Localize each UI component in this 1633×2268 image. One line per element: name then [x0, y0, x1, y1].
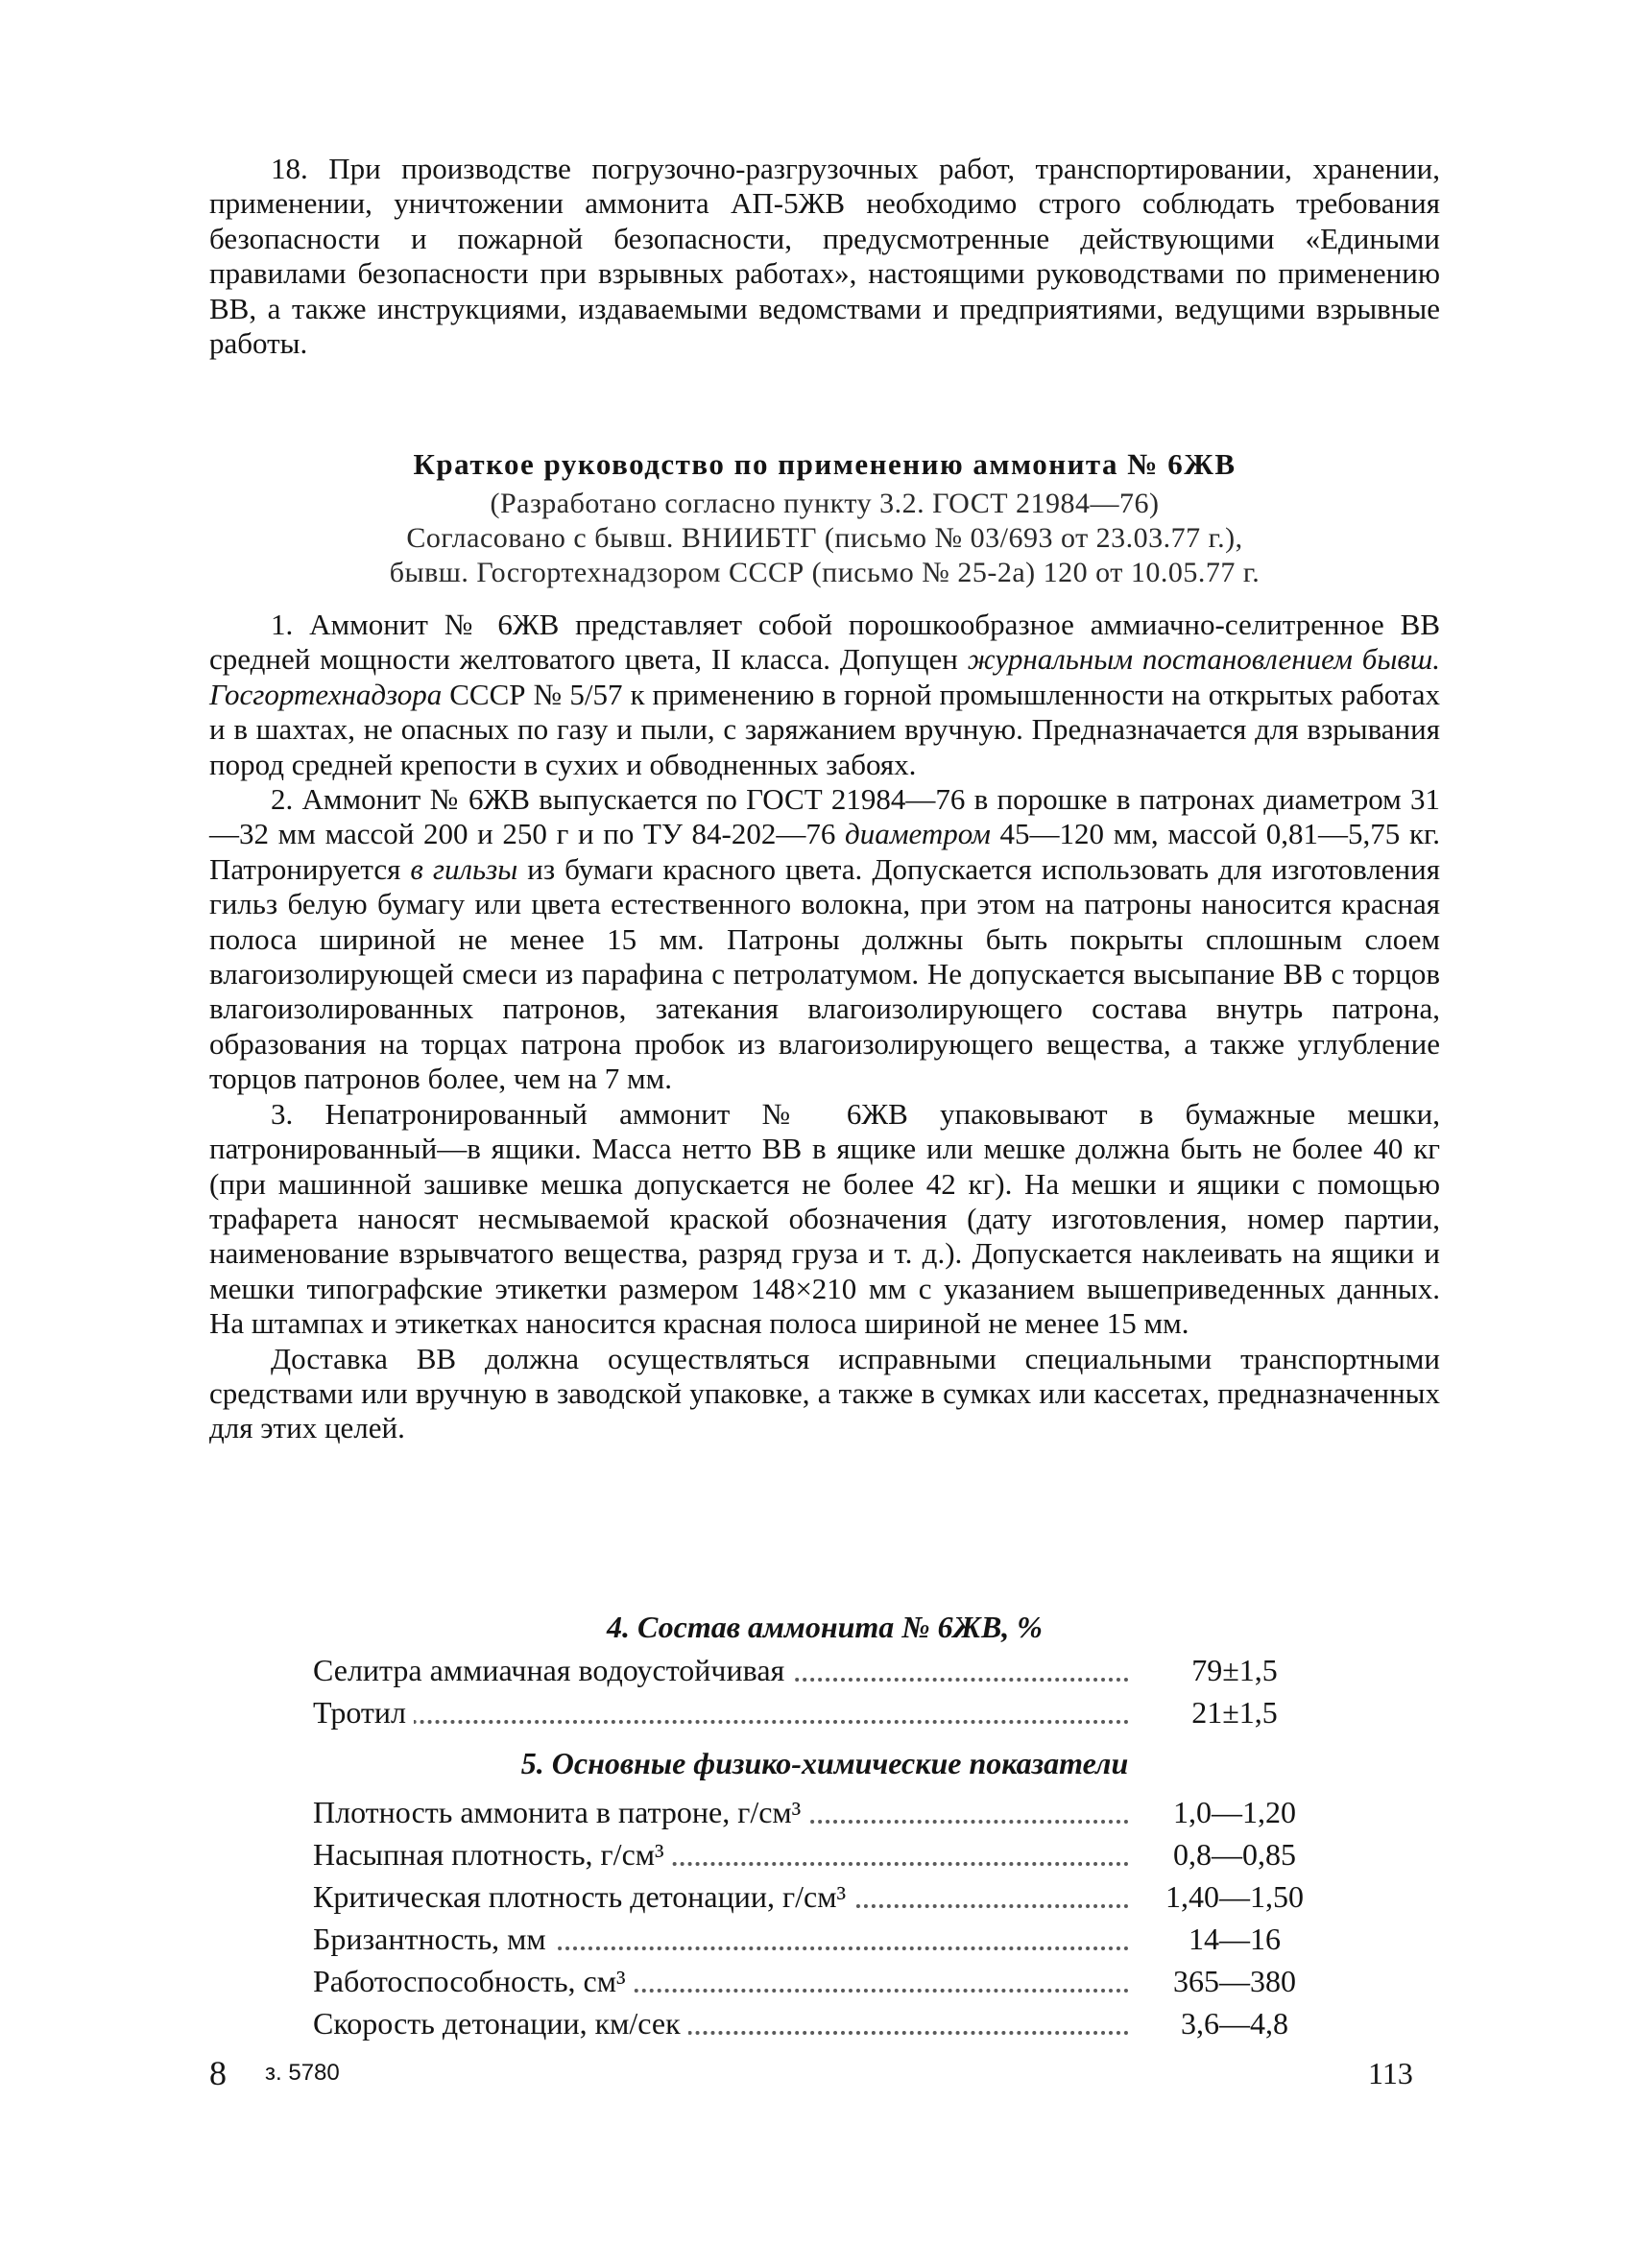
paragraph-2-part-a: 2. Аммонит № 6ЖВ выпускается по ГОСТ 21984—76 в порошке в патронах диаметром 31—32 мм массой 200 и 250 г и по ТУ 84-202—76: [209, 782, 1440, 851]
table-row: [313, 1649, 1321, 1691]
row-label: Скорость детонации, км/сек: [313, 2002, 688, 2044]
paragraph-3: 3. Непатронированный аммонит № 6ЖВ упаковывают в бумажные мешки, патронированный—в ящики. Масса нетто ВВ в ящике или мешке должна быть не более 40 кг (при машинной зашивке мешка допускается не более 42 кг). На мешки и ящики с помощью трафарета наносят несмываемой краской обозначения (дату изготовления, номер партии, наименование взрывчатого вещества, разряд груза и т. д.). Допускается наклеивать на ящики и мешки типографские этикетки размером 148×210 мм с указанием вышеприведенных данных. На штампах и этикетках наносится красная полоса шириной не менее 15 мм.: [209, 1096, 1440, 1341]
table-row: [313, 1960, 1321, 2002]
table-row: [313, 1918, 1321, 1960]
composition-table: [313, 1649, 1321, 1733]
table-row: [313, 1791, 1321, 1833]
signature-mark: 8: [209, 2054, 227, 2092]
paragraph-1: [209, 608, 1440, 782]
row-label: Критическая плотность детонации, г/см³: [313, 1875, 853, 1918]
row-value: 365—380: [1148, 1960, 1321, 2002]
row-label: Тротил: [313, 1691, 414, 1733]
row-label: Плотность аммонита в патроне, г/см³: [313, 1791, 808, 1833]
guide-title: Краткое руководство по применению аммонита № 6ЖВ: [413, 447, 1237, 481]
paragraph-2-italic-1: диаметром: [845, 817, 991, 851]
row-label: Работоспособность, см³: [313, 1960, 634, 2002]
paragraph-delivery: Доставка ВВ должна осуществляться исправными специальными транспортными средствами или вручную в заводской упаковке, а также в сумках или кассетах, предназначенных для этих целей.: [209, 1341, 1440, 1445]
table-row: [313, 1691, 1321, 1733]
table-5-title: 5. Основные физико-химические показатели: [520, 1746, 1129, 1780]
table-row: [313, 2002, 1321, 2044]
row-label: Селитра аммиачная водоустойчивая: [313, 1649, 792, 1691]
guide-subtitle-developed: (Разработано согласно пункту 3.2. ГОСТ 21984—76): [490, 488, 1160, 519]
paragraph-18: 18. При производстве погрузочно-разгрузочных работ, транспортировании, хранении, применении, уничтожении аммонита АП-5ЖВ необходимо строго соблюдать требования безопасности и пожарной безопасности, предусмотренные действующими «Едиными правилами безопасности при взрывных работах», настоящими руководствами по применению ВВ, а также инструкциями, издаваемыми ведомствами и предприятиями, ведущими взрывные работы.: [209, 152, 1440, 361]
table-row: [313, 1875, 1321, 1918]
paragraph-1-part-c: СССР № 5/57 к применению в горной промышленности на открытых работах и в шахтах, не опасных по газу и пыли, с заряжанием вручную. Предназначается для взрывания пород средней крепости в сухих и обводненных забоях.: [209, 677, 1440, 781]
row-value: 3,6—4,8: [1148, 2002, 1321, 2044]
paragraph-2-part-e: из бумаги красного цвета. Допускается использовать для изготовления гильз белую бумагу или цвета естественного волокна, при этом на патроны наносится красная полоса шириной не менее 15 мм. Патроны должны быть покрыты сплошным слоем влагоизолирующей смеси из парафина с петролатумом. Не допускается высыпание ВВ с торцов влагоизолированных патронов, затекания влагоизолирующего состава внутрь патрона, образования на торцах патрона пробок из влагоизолирующего вещества, а также углубление торцов патронов более, чем на 7 мм.: [209, 851, 1440, 1096]
leader-dots: [313, 1720, 1129, 1724]
table-row: [313, 1833, 1321, 1875]
row-value: 14—16: [1148, 1918, 1321, 1960]
row-label: Бризантность, мм: [313, 1918, 554, 1960]
safety-paragraph: [209, 152, 1440, 361]
paragraph-1-part-a: 1. Аммонит № 6ЖВ представляет собой порошкообразное аммиачно-селитренное ВВ средней мощности желтоватого цвета, II класса. Допущен: [209, 608, 1440, 677]
paragraph-2-italic-2: в гильзы: [410, 851, 518, 886]
paragraph-2-part-c: 45—120 мм, массой 0,81—5,75 кг. Патронируется: [209, 817, 1440, 886]
paragraph-2: [209, 782, 1440, 1097]
row-value: 0,8—0,85: [1148, 1833, 1321, 1875]
row-label: Насыпная плотность, г/см³: [313, 1833, 672, 1875]
page-number: 113: [1368, 2056, 1413, 2090]
row-value: 1,40—1,50: [1148, 1875, 1321, 1918]
row-value: 1,0—1,20: [1148, 1791, 1321, 1833]
print-order-number: з. 5780: [265, 2060, 340, 2086]
row-value: 79±1,5: [1148, 1649, 1321, 1691]
guide-subtitle-agreed: Согласовано с бывш. ВНИИБТГ (письмо № 03/693 от 23.03.77 г.),: [406, 522, 1243, 554]
properties-table: [313, 1791, 1321, 2044]
row-value: 21±1,5: [1148, 1691, 1321, 1733]
table-4-title: 4. Состав аммонита № 6ЖВ, %: [607, 1610, 1043, 1644]
paragraph-1-italic: журнальным постановлением бывш. Госгортехнадзора: [209, 642, 1440, 711]
guide-subtitle-authority: бывш. Госгортехнадзором СССР (письмо № 25-2а) 120 от 10.05.77 г.: [389, 557, 1261, 588]
guide-body: [209, 608, 1440, 1446]
